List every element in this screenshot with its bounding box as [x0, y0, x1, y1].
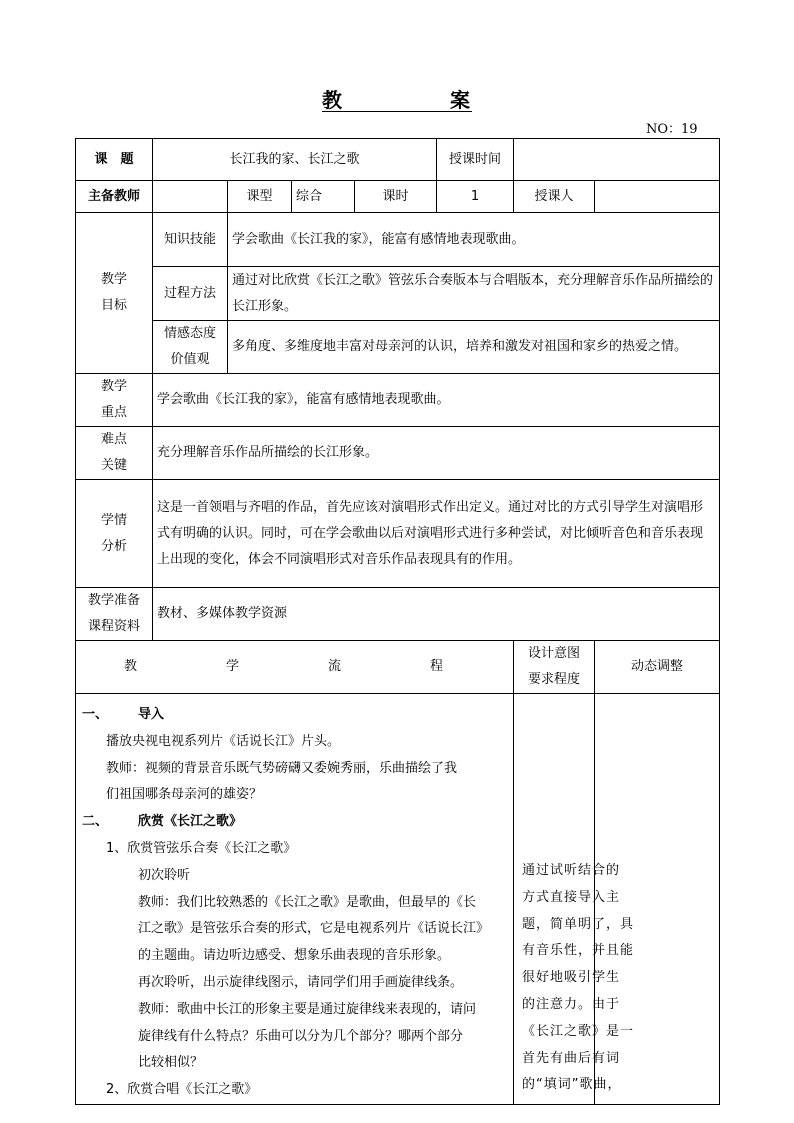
info-row: [76, 181, 720, 213]
flow-line: 旋律线有什么特点？乐曲可以分为几个部分？哪两个部分: [138, 1028, 464, 1044]
flow-body-row: [76, 694, 720, 1105]
difficulty-label-line2: 关键: [100, 458, 127, 473]
goals-label: [76, 213, 153, 374]
design-header-line2: 要求程度: [528, 672, 581, 687]
design-note-line: 的“填词”歌曲，: [522, 1077, 622, 1093]
knowledge-label: 知识技能: [153, 213, 228, 267]
title-underline: [322, 111, 472, 112]
topic-value[interactable]: 长江我的家、长江之歌: [153, 139, 437, 181]
design-note-line: 首先有曲后有词: [522, 1050, 621, 1066]
analysis-text: 这是一首领唱与齐唱的作品，首先应该对演唱形式作出定义。通过对比的方式引导学生对演唱形式有明确的认识。同时，可在学会歌曲以后对演唱形式进行多种尝试，对比倾听音色和音乐表现上出现的变化，体会不同演唱形式对音乐作品表现具有的作用。: [153, 480, 720, 588]
type-value[interactable]: 综合: [292, 181, 355, 213]
design-note-line: 很好地吸引学生: [522, 970, 621, 986]
lecturer-value[interactable]: [595, 181, 720, 213]
flow-line: 再次聆听，出示旋律线图示，请同学们用手画旋律线条。: [138, 974, 464, 990]
flow-line: 初次聆听: [138, 867, 191, 883]
design-note-line: 有音乐性，并且能: [522, 943, 635, 959]
emotion-label: [153, 321, 228, 374]
flow-header-c3: 流: [328, 659, 342, 674]
hours-label: 课时: [355, 181, 437, 213]
key-points-label-line1: 教学: [100, 379, 127, 394]
design-header: [514, 641, 595, 694]
flow-header-c4: 程: [430, 659, 444, 674]
difficulty-label-line1: 难点: [100, 432, 127, 447]
topic-row: [76, 139, 720, 181]
emotion-label-line1: 情感态度: [163, 326, 216, 341]
key-points-text: 学会歌曲《长江我的家》，能富有感情地表现歌曲。: [153, 374, 720, 427]
design-note-line: 方式直接导入主: [522, 889, 621, 905]
key-points-row: [76, 374, 720, 427]
flow-content: [76, 694, 514, 1105]
flow-line: 播放央视电视系列片《话说长江》片头。: [106, 733, 341, 749]
adjust-header: 动态调整: [595, 641, 720, 694]
design-note-line: 题，简单明了，具: [522, 916, 635, 932]
flow-line: 们祖国哪条母亲河的雄姿？: [106, 787, 263, 803]
section-2-number: 二、: [82, 814, 109, 830]
flow-header-c2: 学: [226, 659, 240, 674]
analysis-label: [76, 480, 153, 588]
section-1-heading: [82, 702, 507, 729]
time-value[interactable]: [514, 139, 720, 181]
flow-line: 1、欣赏管弦乐合奏《长江之歌》: [106, 840, 297, 856]
time-label: 授课时间: [437, 139, 514, 181]
prep-row: [76, 588, 720, 641]
design-note-line: 的注意力。由于: [522, 996, 621, 1012]
flow-line: 的主题曲。请边听边感受、想象乐曲表现的音乐形象。: [138, 948, 451, 964]
knowledge-text: 学会歌曲《长江我的家》，能富有感情地表现歌曲。: [228, 213, 720, 267]
prep-label: [76, 588, 153, 641]
analysis-label-line1: 学情: [100, 512, 127, 528]
analysis-row: [76, 480, 720, 588]
section-2-heading: [82, 809, 507, 836]
analysis-label-line2: 分析: [100, 538, 127, 554]
difficulty-text: 充分理解音乐作品所描绘的长江形象。: [153, 427, 720, 480]
key-points-label-line2: 重点: [100, 405, 127, 420]
goal-emotion-row: [76, 321, 720, 374]
flow-header: [76, 641, 514, 694]
process-text: 通过对比欣赏《长江之歌》管弦乐合奏版本与合唱版本，充分理解音乐作品所描绘的长江形象。: [228, 267, 720, 321]
type-label: 课型: [228, 181, 292, 213]
lesson-plan-table: [75, 138, 720, 1105]
flow-line: 教师：歌曲中长江的形象主要是通过旋律线来表现的，请问: [138, 1001, 477, 1017]
prep-text: 教材、多媒体教学资源: [153, 588, 720, 641]
goal-knowledge-row: [76, 213, 720, 267]
title-char-2: 案: [450, 88, 470, 112]
flow-header-c1: 教: [124, 659, 138, 674]
process-label: 过程方法: [153, 267, 228, 321]
lecturer-label: 授课人: [514, 181, 595, 213]
key-points-label: [76, 374, 153, 427]
lesson-number: NO：19: [646, 122, 698, 137]
section-1-title: 导入: [138, 707, 165, 722]
section-2-title: 欣赏《长江之歌》: [138, 814, 243, 830]
hours-value[interactable]: 1: [437, 181, 514, 213]
emotion-label-line2: 价值观: [170, 352, 210, 367]
section-1-number: 一、: [82, 707, 109, 722]
flow-line: 教师：我们比较熟悉的《长江之歌》是歌曲，但最早的《长: [138, 894, 477, 910]
prep-label-line1: 教学准备: [87, 593, 140, 608]
prep-label-line2: 课程资料: [87, 619, 140, 634]
goal-process-row: [76, 267, 720, 321]
design-note-line: 《长江之歌》是一: [522, 1023, 635, 1039]
document-title: [0, 84, 794, 114]
design-note-line: 通过试听结合的: [522, 863, 621, 878]
flow-line: 2、欣赏合唱《长江之歌》: [106, 1082, 258, 1098]
title-char-1: 教: [322, 88, 342, 112]
difficulty-row: [76, 427, 720, 480]
flow-header-row: [76, 641, 720, 694]
flow-line: 江之歌》是管弦乐合奏的形式，它是电视系列片《话说长江》: [138, 921, 490, 937]
teacher-label: 主备教师: [76, 181, 153, 213]
goals-label-line1: 教学: [100, 272, 127, 287]
emotion-text: 多角度、多维度地丰富对母亲河的认识，培养和激发对祖国和家乡的热爱之情。: [228, 321, 720, 374]
goals-label-line2: 目标: [100, 298, 127, 313]
flow-line: 比较相似？: [138, 1055, 204, 1071]
difficulty-label: [76, 427, 153, 480]
design-notes: [514, 694, 635, 1105]
flow-line: 教师：视频的背景音乐既气势磅礴又委婉秀丽，乐曲描绘了我: [106, 760, 458, 776]
teacher-value[interactable]: [153, 181, 228, 213]
topic-label: 课 题: [76, 139, 153, 181]
design-header-line1: 设计意图: [528, 646, 581, 661]
